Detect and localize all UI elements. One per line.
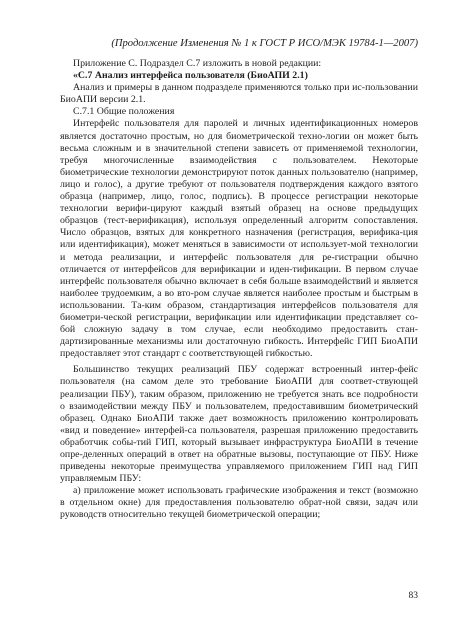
running-header: (Продолжение Изменения № 1 к ГОСТ Р ИСО/МЭК 19784-1—2007) [111,38,418,49]
subsection-heading: С.7.1 Общие положения [73,106,175,118]
document-body [60,58,418,522]
section-heading: «С.7 Анализ интерфейса пользователя (БиоАПИ 2.1) [73,70,308,82]
paragraph-2: Большинство текущих реализаций ПБУ содержат встроенный интер-фейс пользователя (на самом деле это требование БиоАПИ для соответ-ствующей реализации ПБУ), таким образом, приложению не требуется знать все подробности о взаимодействии между ПБУ и пользователем, предоставившим биометрический образец. Однако БиоАПИ также дает возможность приложению контролировать «вид и поведение» интерфей-са пользователя, разрешая приложению предоставить обработчик собы-тий ГИП, который вызывает инфраструктура БиоАПИ в течение опре-деленных операций в ответ на обратные вызовы, поступающие от ПБУ. Ниже приведены некоторые преимущества управляемого приложением ГИП над ГИП управляемым ПБУ: [60,364,418,485]
list-item-a: а) приложение может использовать графические изображения и текст (возможно в отдельном окне) для предоставления пользователю обрат-ной связи, задач или руководств относительно текущей биометрической операции; [60,485,418,521]
intro-line: Приложение С. Подраздел С.7 изложить в новой редакции: [73,58,322,69]
page-number: 83 [408,591,418,601]
section-text: Анализ и примеры в данном подразделе применяются только при ис-пользовании БиоАПИ версии 2.1. [60,82,418,106]
paragraph-1: Интерфейс пользователя для паролей и личных идентификационных номеров является достаточно простым, но для биометрической техно-логии он может быть весьма сложным и в значительной степени зависеть от применяемой технологии, требуя многочисленные взаимодействия с пользователем. Некоторые биометрические технологии демонстрируют поток данных пользователю (например, лицо и голос), а другие требуют от пользователя подтверждения каждого взятого образца (например, лицо, голос, подпись). В процессе регистрации некоторые технологии верифи-цируют каждый взятый образец на основе предыдущих образцов (тест-верификация), используя определенный алгоритм сопоставления. Число образцов, взятых для конкретного назначения (регистрация, верифика-ция или идентификация), может меняться в зависимости от использует-мой технологии и метода реализации, и интерфейс пользователя для ре-гистрации обычно отличается от интерфейсов для верификации и иден-тификации. В первом случае интерфейс пользователя обычно включает в себя больше взаимодействий и является наиболее трудоемким, а во вто-ром случае является наиболее простым и быстрым в использовании. Та-ким образом, стандартизация интерфейсов пользователя для биометри-ческой регистрации, верификации или идентификации представляет со-бой сложную задачу в том случае, если необходимо предоставить стан-дартизированные механизмы или достаточную гибкость. Интерфейс ГИП БиоАПИ предоставляет этот стандарт с соответствующей гибкостью. [60,118,418,360]
